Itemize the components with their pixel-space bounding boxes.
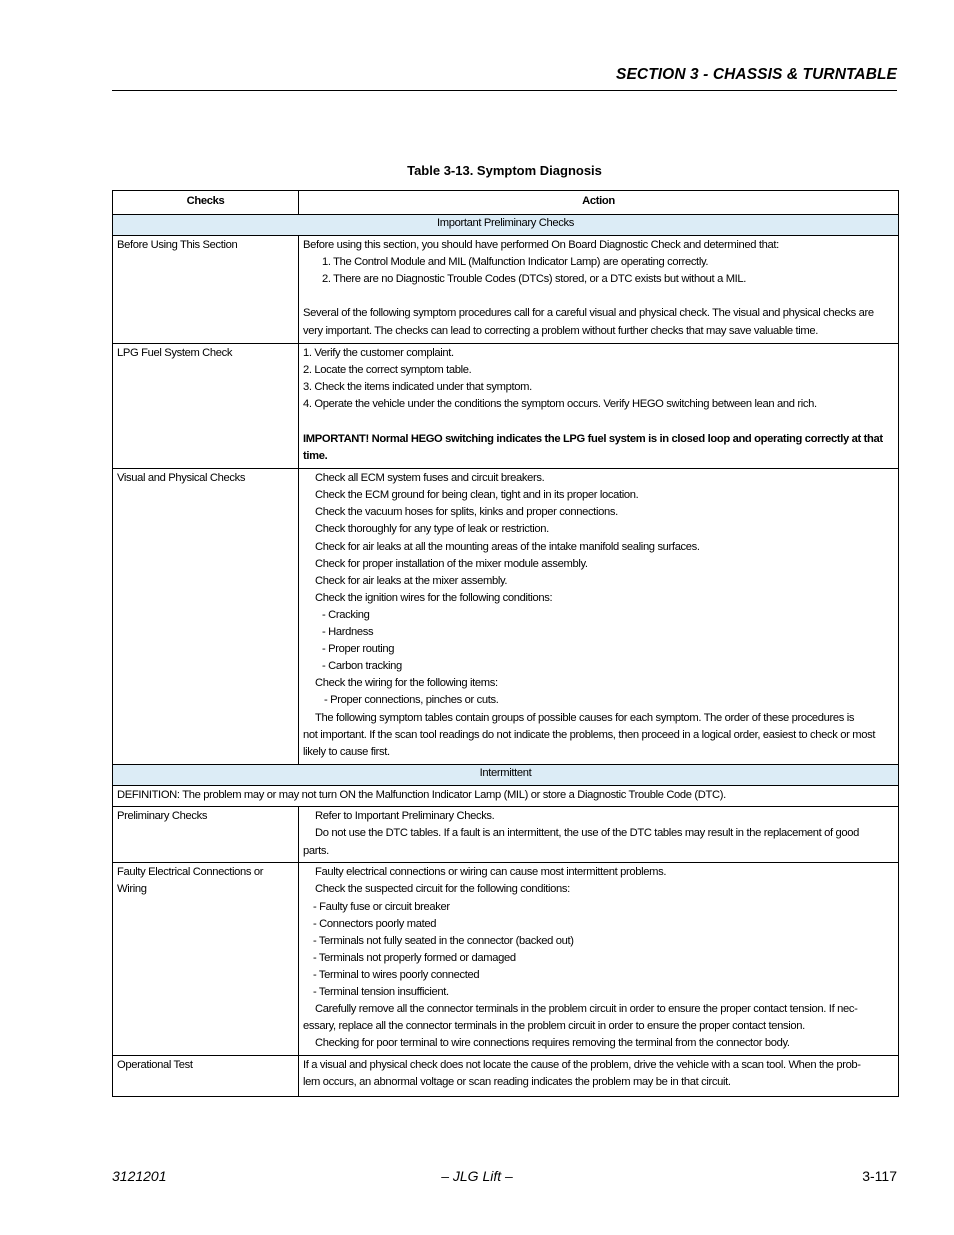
action-subitem: - Proper connections, pinches or cuts. bbox=[324, 694, 499, 707]
action-line: Check for air leaks at all the mounting areas of the intake manifold sealing surfaces. bbox=[315, 540, 700, 553]
column-header-checks: Checks bbox=[113, 191, 299, 215]
check-cell: LPG Fuel System Check bbox=[113, 344, 299, 469]
band-intermittent: Intermittent bbox=[113, 765, 899, 786]
action-subitem: - Cracking bbox=[322, 608, 370, 621]
column-header-action: Action bbox=[299, 191, 899, 215]
action-line: 2. There are no Diagnostic Trouble Codes (DTCs) stored, or a DTC exists but without a MIL. bbox=[322, 273, 747, 286]
action-line: Do not use the DTC tables. If a fault is an intermittent, the use of the DTC tables may result in the replacement of good bbox=[315, 827, 860, 840]
action-subitem: - Hardness bbox=[322, 626, 374, 639]
action-line: Carefully remove all the connector terminals in the problem circuit in order to ensure the proper contact tension. If nec- bbox=[315, 1003, 858, 1016]
action-line: Check the ignition wires for the following conditions: bbox=[315, 591, 553, 604]
action-line: essary, replace all the connector terminals in the problem circuit in order to ensure the proper contact tension. bbox=[303, 1020, 805, 1033]
action-line: Check for proper installation of the mixer module assembly. bbox=[315, 557, 588, 570]
action-cell bbox=[299, 469, 899, 765]
action-subitem: - Terminal to wires poorly connected bbox=[313, 968, 480, 981]
definition-cell: DEFINITION: The problem may or may not turn ON the Malfunction Indicator Lamp (MIL) or store a Diagnostic Trouble Code (DTC). bbox=[113, 786, 899, 807]
check-cell: Preliminary Checks bbox=[113, 807, 299, 863]
footer-brand: – JLG Lift – bbox=[441, 1168, 513, 1184]
spacer bbox=[303, 414, 894, 431]
action-subitem: - Terminal tension insufficient. bbox=[313, 986, 449, 999]
action-line: Check the suspected circuit for the following conditions: bbox=[315, 883, 570, 896]
header-rule bbox=[112, 90, 897, 91]
table-row bbox=[113, 469, 899, 765]
section-header: SECTION 3 - CHASSIS & TURNTABLE bbox=[616, 66, 897, 83]
action-line: 1. Verify the customer complaint. bbox=[303, 347, 454, 360]
action-line: Check all ECM system fuses and circuit breakers. bbox=[315, 472, 545, 485]
action-line: 1. The Control Module and MIL (Malfunction Indicator Lamp) are operating correctly. bbox=[322, 256, 709, 269]
table-row bbox=[113, 1056, 899, 1097]
action-cell bbox=[299, 236, 899, 344]
band-row-preliminary bbox=[113, 215, 899, 236]
action-line: 2. Locate the correct symptom table. bbox=[303, 364, 472, 377]
spacer bbox=[303, 288, 894, 305]
action-cell bbox=[299, 344, 899, 469]
check-cell: Before Using This Section bbox=[113, 236, 299, 344]
table-row bbox=[113, 344, 899, 469]
action-subitem: - Carbon tracking bbox=[322, 660, 402, 673]
action-line: 4. Operate the vehicle under the conditions the symptom occurs. Verify HEGO switching between lean and rich. bbox=[303, 398, 817, 411]
action-cell bbox=[299, 807, 899, 863]
action-line: Check the vacuum hoses for splits, kinks and proper connections. bbox=[315, 506, 618, 519]
action-line: Checking for poor terminal to wire connections requires removing the terminal from the connector body. bbox=[315, 1037, 790, 1050]
action-line: Check the wiring for the following items: bbox=[315, 677, 498, 690]
action-subitem: - Terminals not fully seated in the connector (backed out) bbox=[313, 934, 574, 947]
action-subitem: - Terminals not properly formed or damaged bbox=[313, 951, 516, 964]
definition-row bbox=[113, 786, 899, 807]
table-caption: Table 3-13. Symptom Diagnosis bbox=[407, 163, 602, 178]
action-line: lem occurs, an abnormal voltage or scan reading indicates the problem may be in that circuit. bbox=[303, 1076, 731, 1089]
action-line: not important. If the scan tool readings do not indicate the problems, then proceed in a logical order, easiest to check or most likely to cause first. bbox=[303, 728, 876, 758]
action-line: Faulty electrical connections or wiring can cause most intermittent problems. bbox=[315, 866, 667, 879]
action-line: If a visual and physical check does not locate the cause of the problem, drive the vehicle with a scan tool. When the prob- bbox=[303, 1059, 861, 1072]
action-line: Before using this section, you should have performed On Board Diagnostic Check and determined that: bbox=[303, 239, 779, 252]
action-line: parts. bbox=[303, 844, 329, 857]
action-subitem: - Proper routing bbox=[322, 643, 395, 656]
footer-doc-number: 3121201 bbox=[112, 1168, 167, 1184]
action-cell bbox=[299, 863, 899, 1056]
footer-page-number: 3-117 bbox=[862, 1168, 897, 1184]
action-line: Check the ECM ground for being clean, tight and in its proper location. bbox=[315, 489, 639, 502]
action-line: The following symptom tables contain groups of possible causes for each symptom. The order of these procedures is bbox=[315, 711, 855, 724]
action-line: 3. Check the items indicated under that symptom. bbox=[303, 381, 532, 394]
band-row-intermittent bbox=[113, 765, 899, 786]
table-row bbox=[113, 236, 899, 344]
table-row bbox=[113, 807, 899, 863]
check-cell: Faulty Electrical Connections or Wiring bbox=[113, 863, 299, 1056]
action-line: Several of the following symptom procedures call for a careful visual and physical check. The visual and physical checks are very important. The checks can lead to correcting a problem without further checks that may save valuable time. bbox=[303, 307, 874, 337]
band-preliminary: Important Preliminary Checks bbox=[113, 215, 899, 236]
table-header-row bbox=[113, 191, 899, 215]
action-line: Refer to Important Preliminary Checks. bbox=[315, 810, 495, 823]
check-cell: Visual and Physical Checks bbox=[113, 469, 299, 765]
action-subitem: - Connectors poorly mated bbox=[313, 917, 437, 930]
action-cell bbox=[299, 1056, 899, 1097]
symptom-diagnosis-table bbox=[112, 190, 899, 1097]
check-cell: Operational Test bbox=[113, 1056, 299, 1097]
important-note: IMPORTANT! Normal HEGO switching indicates the LPG fuel system is in closed loop and operating correctly at that time. bbox=[303, 432, 883, 462]
action-subitem: - Faulty fuse or circuit breaker bbox=[313, 900, 450, 913]
table-row bbox=[113, 863, 899, 1056]
action-line: Check thoroughly for any type of leak or restriction. bbox=[315, 523, 549, 536]
action-line: Check for air leaks at the mixer assembly. bbox=[315, 574, 508, 587]
